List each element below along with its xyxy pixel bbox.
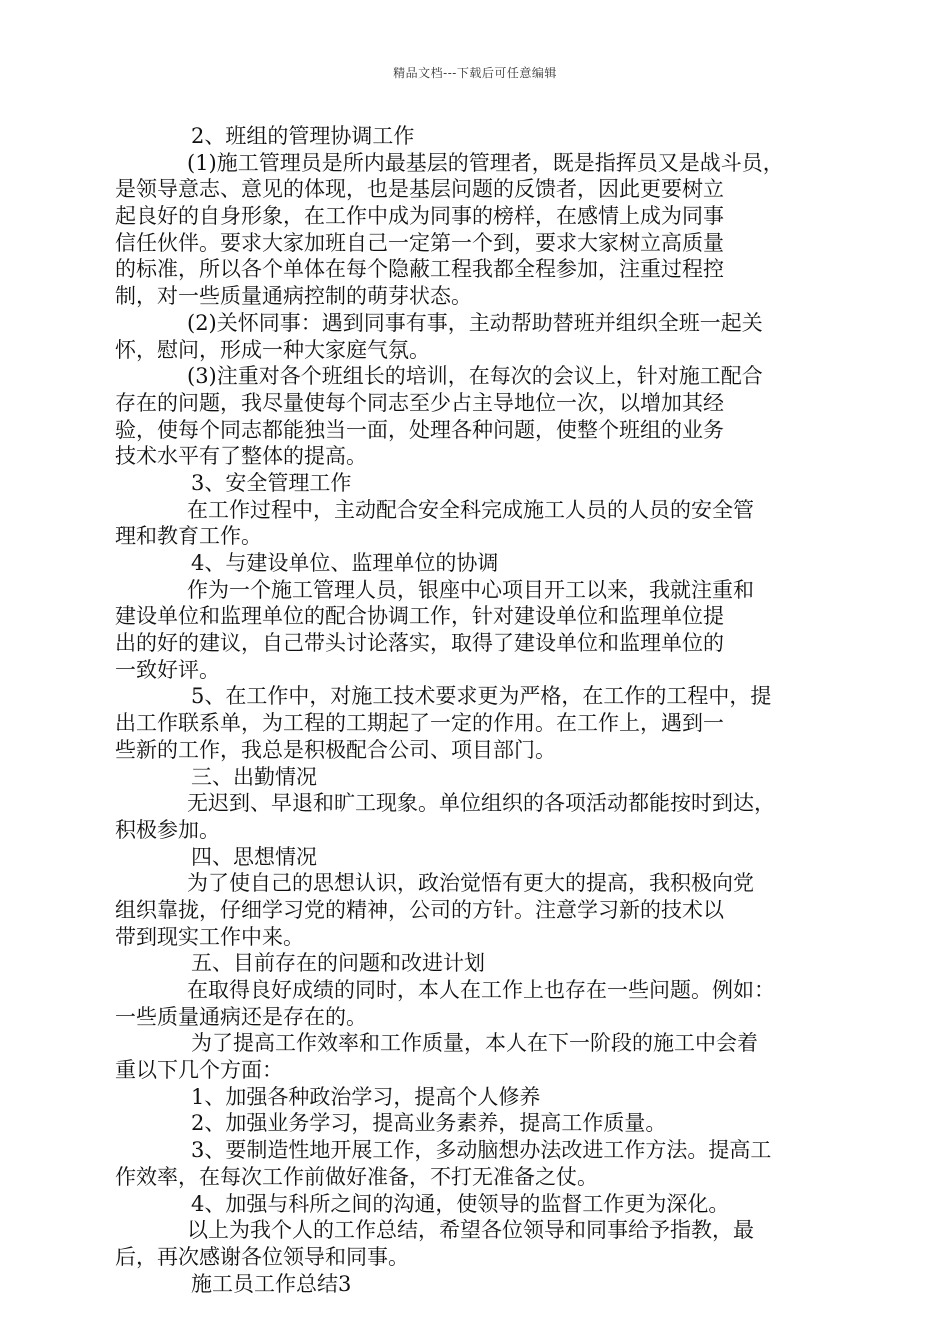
text-line: 技术水平有了整体的提高。 <box>115 444 367 469</box>
text-line: 带到现实工作中来。 <box>115 924 304 949</box>
text-line: 是领导意志、意见的体现，也是基层问题的反馈者，因此更要树立 <box>115 177 724 202</box>
text-line: 以上为我个人的工作总结，希望各位领导和同事给予指教，最 <box>187 1218 754 1243</box>
text-line: 一些质量通病还是存在的。 <box>115 1004 367 1029</box>
text-line: 验，使每个同志都能独当一面，处理各种问题，使整个班组的业务 <box>115 417 724 442</box>
text-line: 组织靠拢，仔细学习党的精神，公司的方针。注意学习新的技术以 <box>115 897 724 922</box>
text-line: 为了使自己的思想认识，政治觉悟有更大的提高，我积极向党 <box>187 871 754 896</box>
text-line: 的标准，所以各个单体在每个隐蔽工程我都全程参加，注重过程控 <box>115 257 724 282</box>
text-line: 怀，慰问，形成一种大家庭气氛。 <box>115 337 430 362</box>
page-header: 精品文档---下载后可任意编辑 <box>393 66 557 80</box>
text-line: 在取得良好成绩的同时，本人在工作上也存在一些问题。例如： <box>187 978 775 1002</box>
text-line: 一致好评。 <box>115 657 220 682</box>
text-line: 起良好的自身形象，在工作中成为同事的榜样，在感情上成为同事 <box>115 204 724 229</box>
text-line: 建设单位和监理单位的配合协调工作，针对建设单位和监理单位提 <box>115 604 724 629</box>
text-line: 重以下几个方面： <box>115 1058 283 1083</box>
text-line: 出工作联系单，为工程的工期起了一定的作用。在工作上，遇到一 <box>115 711 724 736</box>
text-line: 四、思想情况 <box>191 844 317 869</box>
text-line: 3、安全管理工作 <box>191 470 352 495</box>
text-line: 作效率，在每次工作前做好准备，不打无准备之仗。 <box>115 1164 598 1189</box>
text-line: 三、出勤情况 <box>191 764 317 789</box>
text-line: 理和教育工作。 <box>115 524 262 549</box>
text-line: 信任伙伴。要求大家加班自己一定第一个到，要求大家树立高质量 <box>115 230 724 255</box>
text-line: 2、加强业务学习，提高业务素养，提高工作质量。 <box>191 1111 667 1136</box>
text-line: 制，对一些质量通病控制的萌芽状态。 <box>115 284 472 309</box>
text-line: 1、加强各种政治学习，提高个人修养 <box>191 1084 541 1109</box>
text-line: (1)施工管理员是所内最基层的管理者，既是指挥员又是战斗员， <box>187 150 784 175</box>
text-line: 为了提高工作效率和工作质量，本人在下一阶段的施工中会着 <box>191 1031 758 1056</box>
text-line: 4、与建设单位、监理单位的协调 <box>191 551 499 575</box>
text-line: 积极参加。 <box>115 817 220 842</box>
text-line: 4、加强与科所之间的沟通，使领导的监督工作更为深化。 <box>191 1191 730 1216</box>
text-line: (2)关怀同事：遇到同事有事，主动帮助替班并组织全班一起关 <box>187 310 763 335</box>
text-line: 施工员工作总结3 <box>191 1271 352 1296</box>
text-line: 3、要制造性地开展工作，多动脑想办法改进工作方法。提高工 <box>191 1138 772 1163</box>
text-line: 无迟到、早退和旷工现象。单位组织的各项活动都能按时到达， <box>187 791 775 816</box>
text-line: 作为一个施工管理人员，银座中心项目开工以来，我就注重和 <box>187 577 754 602</box>
text-line: (3)注重对各个班组长的培训，在每次的会议上，针对施工配合 <box>187 364 763 389</box>
text-line: 五、目前存在的问题和改进计划 <box>191 951 485 976</box>
text-line: 后，再次感谢各位领导和同事。 <box>115 1244 409 1269</box>
document-body <box>115 123 827 1297</box>
text-line: 5、在工作中，对施工技术要求更为严格，在工作的工程中，提 <box>191 684 772 709</box>
text-line: 出的好的建议，自己带头讨论落实，取得了建设单位和监理单位的 <box>115 631 724 656</box>
text-line: 些新的工作，我总是积极配合公司、项目部门。 <box>115 737 556 762</box>
text-line: 存在的问题，我尽量使每个同志至少占主导地位一次，以增加其经 <box>115 390 724 415</box>
text-line: 在工作过程中，主动配合安全科完成施工人员的人员的安全管 <box>187 497 754 522</box>
text-line: 2、班组的管理协调工作 <box>191 124 415 148</box>
